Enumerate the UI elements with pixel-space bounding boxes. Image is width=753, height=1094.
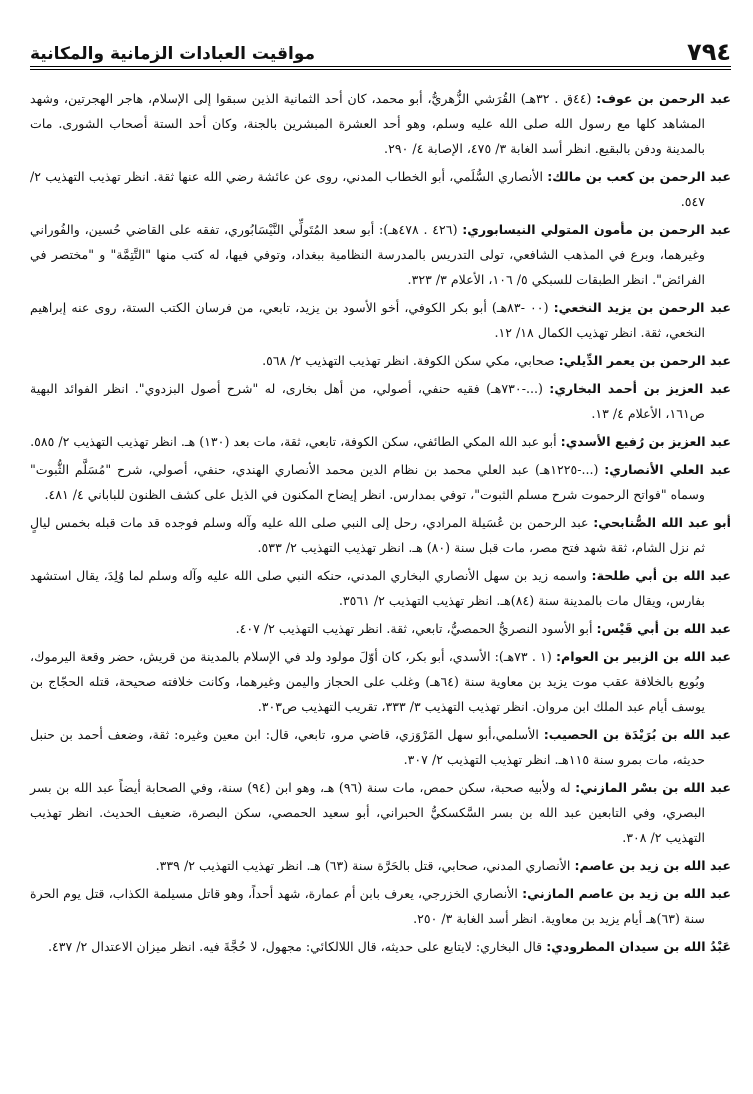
entry-name: عبد الله بن بسْر المازني:	[575, 780, 731, 795]
biography-entry	[30, 457, 731, 507]
entry-text: صحابي، مكي سكن الكوفة. انظر تهذيب التهذيب ٢/ ٥٦٨.	[262, 353, 555, 368]
biography-entries	[30, 86, 731, 962]
biography-entry	[30, 853, 731, 878]
biography-entry	[30, 348, 731, 373]
page-number: ٧٩٤	[687, 38, 731, 66]
entry-text: (٤٤ق . ٣٢هـ) القُرَشي الزُّهريُّ، أبو محمد، كان أحد الثمانية الذين سبقوا إلى الإسلام، هاجر الهجرتين، وشهد المشاهد كلها مع رسول الله صلى الله عليه وسلم، وهو أحد العشرة المبشرين بالجنة، وكان أحد الستة أصحاب الشورى. مات بالمدينة ودفن بالبقيع. انظر أسد الغابة ٣/ ٤٧٥، الإصابة ٤/ ٢٩٠.	[30, 91, 705, 156]
biography-entry	[30, 644, 731, 719]
biography-entry	[30, 616, 731, 641]
entry-name: عبد الله بن الزبير بن العوام:	[555, 649, 731, 664]
entry-name: عبد العلي الأنصاري:	[604, 462, 731, 477]
entry-text: أبو عبد الله المكي الطائفي، سكن الكوفة، تابعي، ثقة، مات بعد (١٣٠) هـ. انظر تهذيب التهذيب ٢/ ٥٨٥.	[30, 434, 557, 449]
entry-text: (٠٠ -٨٣هـ) أبو بكر الكوفي، أخو الأسود بن يزيد، تابعي، من فرسان الكتب الستة، روى عنه إبراهيم النخعي، ثقة. انظر تهذيب الكمال ١٨/ ١٢.	[30, 300, 705, 340]
entry-name: عبد الله بن أبي قَيْس:	[596, 621, 731, 636]
entry-name: عبد العزيز بن أحمد البخاري:	[549, 381, 731, 396]
entry-name: عبد العزيز بن رُفيع الأسدي:	[560, 434, 731, 449]
biography-entry	[30, 429, 731, 454]
entry-text: (٤٢٦ . ٤٧٨هـ): أبو سعد المُتَولِّي النَّيْسَابُوري، تفقه على القاضي حُسين، والفُوراني وغيرهما، وبرع في المذهب الشافعي، تولى التدريس بالمدرسة النظامية ببغداد، وتوفي فيها، له كتب منها "التَّتِمَّة" و "مختصر في الفرائض". انظر الطبقات للسبكي ٥/ ١٠٦، الأعلام ٣/ ٣٢٣.	[30, 222, 705, 287]
entry-name: عبد الرحمن بن كعب بن مالك:	[547, 169, 731, 184]
entry-name: عبد الله بن بُرَيْدَة بن الحصيب:	[543, 727, 731, 742]
entry-text: الأنصاري السُّلَمي، أبو الخطاب المدني، روى عن عائشة رضي الله عنها ثقة. انظر تهذيب التهذيب ٢/ ٥٤٧.	[30, 169, 705, 209]
biography-entry	[30, 563, 731, 613]
entry-text: (...-٧٣٠هـ) فقيه حنفي، أصولي، من أهل بخارى، له "شرح أصول البزدوي". انظر الفوائد البهية ص١٦١، الأعلام ٤/ ١٣.	[30, 381, 705, 421]
biography-entry	[30, 164, 731, 214]
biography-entry	[30, 217, 731, 292]
running-header	[30, 28, 731, 64]
entry-name: أبو عبد الله الصُّنابحي:	[593, 515, 731, 530]
entry-text: أبو الأسود النصريُّ الحمصيُّ، تابعي، ثقة. انظر تهذيب التهذيب ٢/ ٤٠٧.	[235, 621, 593, 636]
entry-text: الأسلمي،أبو سهل المَرْوَزي، قاضي مرو، تابعي، قال: ابن معين وغيره: ثقة، وضعف أحمد بن حنبل حديثه، مات بمرو سنة ١١٥هـ. انظر تهذيب التهذيب ٢/ ٣٠٧.	[30, 727, 705, 767]
entry-name: عبد الرحمن بن عوف:	[596, 91, 731, 106]
entry-text: واسمه زيد بن سهل الأنصاري البخاري المدني، حنكه النبي صلى الله عليه وآله وسلم لما وُلِدَ، يقال استشهد بفارس، ويقال مات بالمدينة سنة (٨٤)هـ. انظر تهذيب التهذيب ٢/ ٣٥٦١.	[30, 568, 705, 608]
entry-name: عبد الله بن أبي طلحة:	[591, 568, 731, 583]
entry-name: عبد الرحمن بن مأمون المتولي النيسابوري:	[462, 222, 731, 237]
entry-text: عبد الرحمن بن عُسَيلة المرادي، رحل إلى النبي صلى الله عليه وآله وسلم فوجده قد مات قبله بخمس ليالٍ ثم نزل الشام، ثقة شهد فتح مصر، مات قبل سنة (٨٠) هـ. انظر تهذيب التهذيب ٢/ ٥٣٣.	[30, 515, 705, 555]
biography-entry	[30, 934, 731, 959]
biography-entry	[30, 86, 731, 161]
entry-text: قال البخاري: لايتابع على حديثه، قال اللالكائي: مجهول، لا حُجَّةَ فيه. انظر ميزان الاعتدال ٢/ ٤٣٧.	[47, 939, 543, 954]
biography-entry	[30, 881, 731, 931]
entry-name: عبد الله بن زيد بن عاصم:	[574, 858, 731, 873]
entry-name: عبد الرحمن بن يعمر الدِّيلي:	[558, 353, 731, 368]
entry-text: الأنصاري الخزرجي، يعرف بابن أم عمارة، شهد أحداً، وهو قاتل مسيلمة الكذاب، قتل يوم الحرة سنة (٦٣)هـ أيام يزيد بن معاوية. انظر أسد الغابة ٣/ ٢٥٠.	[30, 886, 705, 926]
running-title: مواقيت العبادات الزمانية والمكانية	[30, 43, 315, 64]
entry-text: له ولأبيه صحبة، سكن حمص، مات سنة (٩٦) هـ، وهو ابن (٩٤) سنة، وفي الصحابة أيضاً عبد الله بن بسر البصري، وفي التابعين عبد الله بن بسر السَّكسكيُّ الحبراني، أبو سعيد الحمصي، سكن البصرة، ضعيف الحديث. انظر تهذيب التهذيب ٢/ ٣٠٨.	[30, 780, 705, 845]
biography-entry	[30, 510, 731, 560]
entry-name: عَبْدُ الله بن سيدان المطرودي:	[546, 939, 731, 954]
biography-entry	[30, 775, 731, 850]
entry-text: الأنصاري المدني، صحابي، قتل بالحَرَّة سنة (٦٣) هـ. انظر تهذيب التهذيب ٢/ ٣٣٩.	[155, 858, 571, 873]
biography-entry	[30, 722, 731, 772]
entry-name: عبد الله بن زيد بن عاصم المازني:	[522, 886, 731, 901]
biography-entry	[30, 295, 731, 345]
entry-name: عبد الرحمن بن يزيد النخعي:	[553, 300, 731, 315]
header-double-rule	[30, 66, 731, 70]
entry-text: (...-١٢٢٥هـ) عبد العلي محمد بن نظام الدين محمد الأنصاري الهندي، حنفي، أصولي، شرح "مُسَلَّم الثُّبوت" وسماه "فواتح الرحموت شرح مسلم الثبوت"، توفي بمدارس. انظر إيضاح المكنون في الذيل على كشف الظنون للباباني ٤/ ٤٨١.	[30, 462, 705, 502]
biography-entry	[30, 376, 731, 426]
entry-text: (١ . ٧٣هـ): الأسدي، أبو بكر، كان أوّلَ مولود ولد في الإسلام بالمدينة من قريش، حضر وقعة اليرموك، وبُويع بالخلافة عقب موت يزيد بن معاوية سنة (٦٤هـ) وغلب على الحجاز واليمن وغيرهما، وكانت خلافته صحيحة، قتله الحجّاج بن يوسف أيام عبد الملك ابن مروان. انظر تهذيب التهذيب ٣/ ٣٣٣، تقريب التهذيب ص٣٠٣.	[30, 649, 705, 714]
